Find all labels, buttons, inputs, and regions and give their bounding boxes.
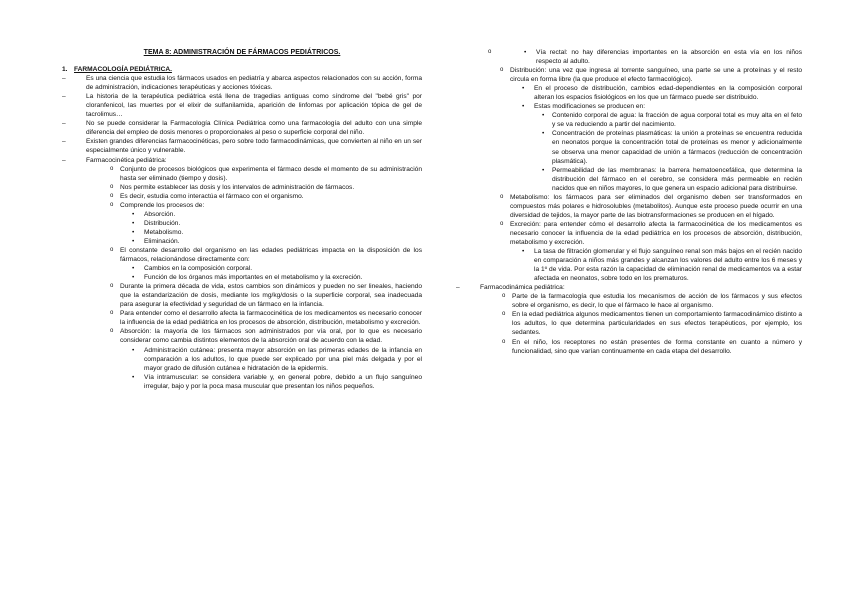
processes-item: [110, 201, 422, 246]
development-intro: El constante desarrollo del organismo en las edades pediátricas impacta en la disposición de los fármacos, relacionándose directamente con:: [120, 246, 422, 264]
list-item: • Cambios en la composición corporal.: [130, 264, 422, 273]
processes-intro: Comprende los procesos de:: [120, 201, 205, 209]
list-item: • Función de los órganos más importantes en el metabolismo y la excreción.: [130, 273, 422, 282]
process-distribution: • Distribución.: [130, 219, 422, 228]
excretion-item: [500, 220, 802, 283]
modifications-list: [534, 111, 802, 192]
process-metabolism: • Metabolismo.: [130, 228, 422, 237]
paragraph-differences: – Existen grandes diferencias farmacocinéticas, pero sobre todo farmacodinámicas, que convierten al niño en un ser especialmente único y vulnerable.: [62, 137, 422, 155]
right-column: [480, 48, 802, 356]
section-label: FARMACOLOGÍA PEDIÁTRICA.: [74, 66, 172, 74]
list-item: o Nos permite establecer las dosis y los intervalos de administración de fármacos.: [110, 183, 422, 192]
pharmacokinetics-item: [62, 156, 422, 391]
distribution-item: [500, 66, 802, 193]
rectal-list: [512, 48, 802, 66]
pharmacokinetics-heading: Farmacocinética pediátrica:: [86, 156, 167, 164]
section-heading: [62, 65, 422, 74]
list-item: o Conjunto de procesos biológicos que experimenta el fármaco desde el momento de su administración hasta ser eliminado (tiempo y dosis).: [110, 165, 422, 183]
modifications-intro: Estas modificaciones se producen en:: [534, 103, 646, 111]
paragraph-clinical: – No se puede considerar la Farmacología Clínica Pediátrica como una farmacología del adulto con una simple diferencia del empleo de dosis menores o proporcionales al peso o superficie corporal del niño.: [62, 119, 422, 137]
list-item: o Parte de la farmacología que estudia los mecanismos de acción de los fármacos y sus efectos sobre el organismo, es decir, lo que el fármaco le hace al organismo.: [502, 292, 802, 310]
list-item: • La tasa de filtración glomerular y el flujo sanguíneo renal son más bajos en el recién nacido en comparación a niños más grandes y alcanzan los valores del adulto entre los 6 meses y la 1º de vida. Por esta razón la capacidad de eliminación renal de medicamentos va a estar afectada en neonatos, sobre todo en los prematuros.: [520, 247, 802, 283]
document-title: TEMA 8: ADMINISTRACIÓN DE FÁRMACOS PEDIÁTRICOS.: [143, 49, 341, 56]
list-item: o Para entender como el desarrollo afecta la farmacocinética de los medicamentos es necesario conocer la influencia de la edad pediátrica en los procesos de absorción, distribución, metabolismo y excreción.: [110, 309, 422, 327]
excretion-intro: Excreción: para entender cómo el desarrollo afecta la farmacocinética de los medicamentos es necesario conocer la influencia de la edad pediátrica en los procesos de absorción, distribución, metabolismo y excreción.: [510, 220, 802, 246]
processes-list: [120, 210, 422, 246]
right-list: [488, 48, 802, 66]
list-item: • o Vía rectal: no hay diferencias importantes en la absorción en esta vía en los niños respecto al adulto.: [522, 48, 802, 66]
list-item: • En el proceso de distribución, cambios edad-dependientes en la composición corporal alteran los espacios fisiológicos en los que un fármaco puede ser distribuido.: [520, 84, 802, 102]
pharmacokinetics-list: [86, 165, 422, 391]
list-item: o En el niño, los receptores no están presentes de forma constante en cuanto a número y funcionalidad, sino que varían continuamente en cada etapa del desarrollo.: [502, 338, 802, 356]
list-item: • Vía intramuscular: se considera variable y, en general pobre, debido a un flujo sanguíneo irregular, bajo y por la poca masa muscular que presentan los niños pequeños.: [130, 373, 422, 391]
list-item: • Permeabilidad de las membranas: la barrera hematoencefálica, que determina la distribución del fármaco en el cerebro, se considera más permeable en recién nacidos que en niños mayores, lo que genera un espacio adicional para distribuirse.: [540, 166, 802, 193]
pharmacodynamics-sublist: [480, 292, 802, 355]
absorption-list: [120, 346, 422, 391]
pharmacodynamics-item: [456, 283, 802, 355]
list-item: o Metabolismo: los fármacos para ser eliminados del organismo deben ser transformados en compuestos más polares e hidrosolubles (metabolitos). Aunque este proceso puede ocurrir en una diversidad de tejidos, la mayor parte de las biotransformaciones se producen en el hígado.: [500, 193, 802, 220]
list-item: o En la edad pediátrica algunos medicamentos tienen un comportamiento farmacodinámico distinto a los adultos, lo que determina particularidades en sus efectos terapéuticos, por ejemplo, los sedantes.: [502, 310, 802, 337]
paragraph-definition: – Es una ciencia que estudia los fármacos usados en pediatría y abarca aspectos relacionados con su acción, forma de administración, indicaciones terapéuticas y acciones tóxicas.: [62, 74, 422, 92]
pharmacodynamics-list: [456, 283, 802, 355]
distribution-intro: Distribución: una vez que ingresa al torrente sanguíneo, una parte se une a proteínas y el resto circula en forma libre (la que produce el efecto farmacológico).: [510, 67, 802, 84]
left-column: [62, 48, 422, 391]
list-item: • Contenido corporal de agua: la fracción de agua corporal total es muy alta en el feto y se va reduciendo a partir del nacimiento.: [540, 111, 802, 129]
pharmacodynamics-heading: Farmacodinámica pediátrica:: [480, 284, 565, 292]
rectal-wrapper: [488, 48, 802, 66]
process-absorption: • Absorción.: [130, 210, 422, 219]
process-elimination: • Eliminación.: [130, 237, 422, 246]
main-list: [62, 74, 422, 391]
list-item: o Durante la primera década de vida, estos cambios son dinámicos y pueden no ser lineales, haciendo que la estandarización de dosis, mediante los mg/kg/dosis o la superficie corporal, sea inadecuada para asegurar la efectividad y seguridad de un fármaco en la infancia.: [110, 282, 422, 309]
absorption-item: [110, 327, 422, 390]
development-list: [120, 264, 422, 282]
absorption-intro: Absorción: la mayoría de los fármacos son administrados por vía oral, por lo que es necesario considerar como cambia distintos elementos de la absorción oral de acuerdo con la edad.: [120, 328, 422, 345]
list-item: o Es decir, estudia como interactúa el fármaco con el organismo.: [110, 192, 422, 201]
list-item: • Administración cutánea: presenta mayor absorción en las primeras edades de la infancia en comparación a los adultos, lo que puede ser explicado por una piel más delgada y por el mayor grado de difusión cutánea e hidratación de la epidermis.: [130, 346, 422, 373]
paragraph-history: – La historia de la terapéutica pediátrica está llena de tragedias antiguas como síndrome del "bebé gris" por cloranfenicol, las muertes por el elixir de sulfanilamida, aparición de linfomas por aplicación tópica de gel de tacrolimus…: [62, 92, 422, 119]
section-number: 1.: [62, 66, 68, 74]
modifications-item: [520, 102, 802, 192]
distribution-list: [478, 66, 802, 283]
development-item: [110, 246, 422, 282]
excretion-list: [510, 247, 802, 283]
list-item: • Concentración de proteínas plasmáticas: la unión a proteínas se encuentra reducida en neonatos porque la concentración total de proteínas es menor y adicionalmente se observa una menor capacidad de unión a fármacos (reducción de concentración plasmática).: [540, 129, 802, 165]
distribution-sublist: [510, 84, 802, 193]
